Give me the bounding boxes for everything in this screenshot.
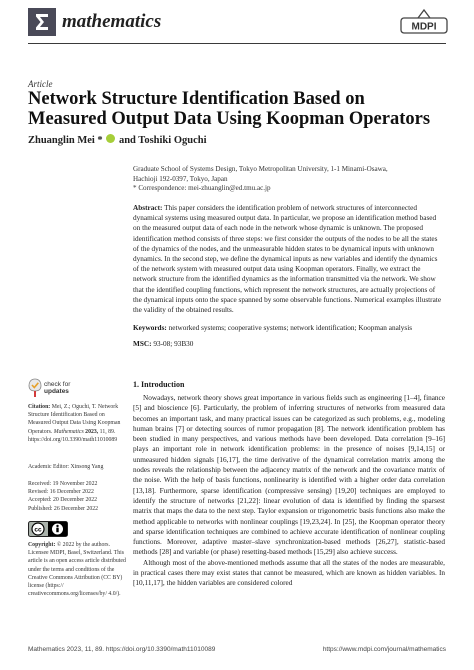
msc-label: MSC: xyxy=(133,340,152,348)
svg-text:cc: cc xyxy=(34,526,42,534)
cc-by-license-icon[interactable] xyxy=(28,521,68,537)
abstract-text: This paper considers the identification problem of network structures of interconnected dynamical systems using measured output data. In particular, we propose an identification method based on the measured output data of each node in the network whose dynamic is unknown. The proposed identification method consists of three steps: we first consider the outputs of the nodes to be all the states of the dynamics of the nodes, and the unmeasurable hidden states to be dynamical inputs with unknown dynamics. In the second step, we define the dynamical inputs as new variables and identify the dynamics of the network system with measured output data using Koopman operators. Finally, we extract the network structure from the identified dynamics as the information transmitted via the network. We show that the identified coupling functions, which represent the network structures, are actually projections of the dynamical inputs onto the space spanned by some observable functions. Numerical examples illustrate the validity of the obtained results. xyxy=(133,204,442,315)
updates-text: updates xyxy=(44,388,69,395)
section-heading-introduction: 1. Introduction xyxy=(133,380,185,389)
check-for-text: check for xyxy=(44,381,71,388)
journal-name[interactable]: mathematics xyxy=(62,11,162,32)
footer-citation[interactable]: Mathematics 2023, 11, 89. https://doi.org/10.3390/math11010089 xyxy=(28,646,216,653)
affiliation-line: Hachioji 192-0397, Tokyo, Japan xyxy=(133,174,228,183)
affiliation xyxy=(133,165,443,194)
keywords-label: Keywords: xyxy=(133,324,167,332)
mdpi-logo-icon[interactable] xyxy=(400,8,448,37)
footer-journal-url[interactable]: https://www.mdpi.com/journal/mathematics xyxy=(322,646,446,653)
date-accepted: Accepted: 20 December 2022 xyxy=(28,497,98,504)
dates-block xyxy=(28,480,126,513)
introduction-paragraph: Although most of the above-mentioned methods assume that all the states of the nodes are measurable, in practical cases there may exist states that cannot be measured, which are known as hidden variables. In [10,11,17], the hidden variables are considered colored xyxy=(133,558,445,588)
correspondence[interactable]: * Correspondence: mei-zhuanglin@ed.tmu.ac.jp xyxy=(133,184,271,193)
date-published: Published: 26 December 2022 xyxy=(28,505,99,512)
citation-text: Mei, Z.; Oguchi, T. Network Structure Identification Based on Measured Output Data Using Koopman Operators. xyxy=(28,404,121,435)
citation-doi[interactable]: 11, 89. https://doi.org/10.3390/math11010089 xyxy=(28,428,118,443)
check-updates-icon xyxy=(28,378,42,398)
citation-year: 2023, xyxy=(85,428,99,435)
academic-editor: Academic Editor: Xinsong Yang xyxy=(28,464,104,470)
date-received: Received: 19 November 2022 xyxy=(28,481,98,487)
copyright-block xyxy=(28,541,126,598)
article-type: Article xyxy=(28,79,53,89)
keywords-text: networked systems; cooperative systems; network identification; Koopman analysis xyxy=(168,324,413,332)
publisher-badge-text: MDPI xyxy=(411,21,437,33)
orcid-icon[interactable] xyxy=(106,134,115,143)
date-revised: Revised: 16 December 2022 xyxy=(28,489,94,496)
journal-logo-icon xyxy=(28,8,56,36)
msc-text: 93-08; 93B30 xyxy=(151,340,194,348)
abstract-label: Abstract: xyxy=(133,204,163,212)
citation-block xyxy=(28,403,126,444)
citation-label: Citation: xyxy=(28,404,51,410)
check-for-updates-button[interactable] xyxy=(28,378,108,400)
authors xyxy=(28,134,207,146)
author-second[interactable]: and Toshiki Oguchi xyxy=(118,135,207,146)
introduction-body xyxy=(133,393,445,589)
affiliation-line: Graduate School of Systems Design, Tokyo Metropolitan University, 1-1 Minami-Osawa, xyxy=(133,165,388,173)
citation-journal: Mathematics xyxy=(53,428,84,435)
copyright-text: © 2022 by the authors. Licensee MDPI, Basel, Switzerland. This article is an open access article distributed under the terms and conditions of the Creative Commons Attribution (CC BY) license (https:// creativecommons.org/licenses/by/ 4.0/). xyxy=(28,542,126,598)
keywords xyxy=(133,323,445,333)
msc-codes xyxy=(133,339,445,349)
header-divider xyxy=(28,43,446,44)
introduction-paragraph: Nowadays, network theory shows great importance in various fields such as engineering [1–4], finance [5] and bioscience [6]. Particularly, the problem of inferring structures of networks from measured data becomes an important task, and many practical issues can be categorized as such problems, e.g., modeling human brains [7] or detecting sources of rumor propagation [8]. The network identification problem has been studied in many perspectives, and various methods have been developed. Data correlation [9–16] plays an important role in network identification problems: in the presence of noises [9,14,15] or unmeasured hidden signals [16,17], the time derivative of the dynamical correlation matrix among the nodes reveals the relationship between the adjacency matrix of the network and the covariance matrix of the noise. With the help of basis functions, nonlinearity is identified with a higher order data correlation [13,18]. Furthermore, sparse identification (compressive sensing) [19,20] techniques are employed to identify the structure of networks [21,22]: linear evolution of data is identified by finding the sparsest matrix that maps the data to the next step. Taylor expansion or trigonometric basis functions also make the method applicable to networks with nonlinear couplings [19,23,24]. In [25], the Koopman operator theory and sparse identification techniques are combined to achieve accurate identification of nonlinear coupling functions. Moreover, adaptive master–slave synchronization-based methods [26,27], statistic-based methods [28] and variable (or phase) resetting-based methods [15,29] also achieve success. xyxy=(133,394,445,557)
author-first[interactable]: Zhuanglin Mei * xyxy=(28,135,103,146)
article-title: Network Structure Identification Based on Measured Output Data Using Koopman Operators xyxy=(28,89,431,129)
copyright-label: Copyright: xyxy=(28,542,56,548)
abstract xyxy=(133,203,445,315)
